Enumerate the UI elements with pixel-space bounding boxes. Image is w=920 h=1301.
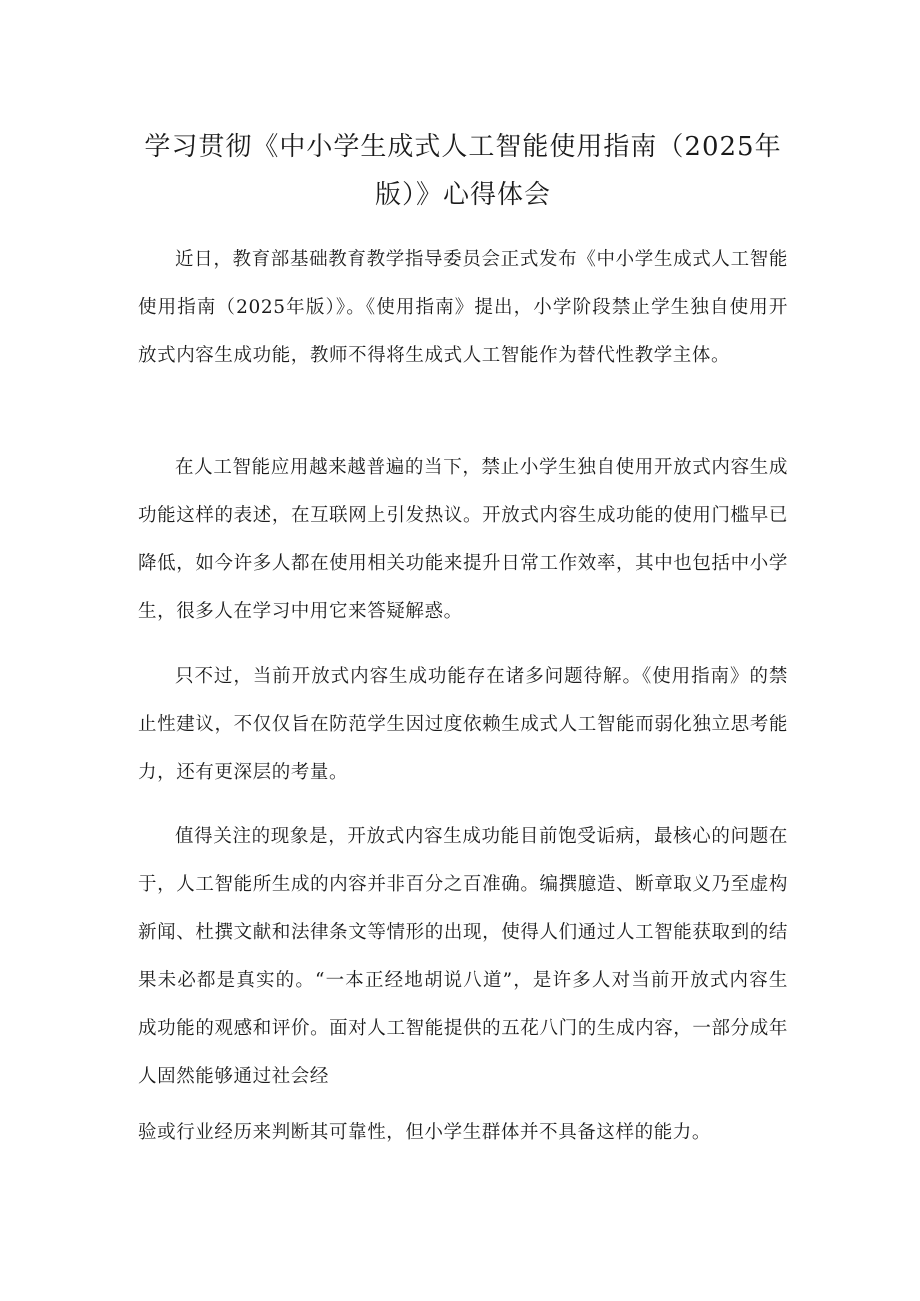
paragraph-5: 验或行业经历来判断其可靠性，但小学生群体并不具备这样的能力。 xyxy=(138,1122,712,1143)
paragraph-3: 只不过，当前开放式内容生成功能存在诸多问题待解。《使用指南》的禁止性建议，不仅仅旨在防范学生因过度依赖生成式人工智能而弱化独立思考能力，还有更深层的考量。 xyxy=(138,666,788,783)
document-title: 学习贯彻《中小学生成式人工智能使用指南（2025年版）》心得体会 xyxy=(144,132,782,210)
paragraph-4: 值得关注的现象是，开放式内容生成功能目前饱受诟病，最核心的问题在于，人工智能所生成的内容并非百分之百准确。编撰臆造、断章取义乃至虚构新闻、杜撰文献和法律条文等情形的出现，使得人们通过人工智能获取到的结果未必都是真实的。“一本正经地胡说八道”，是许多人对当前开放式内容生成功能的观感和评价。面对人工智能提供的五花八门的生成内容，一部分成年人固然能够通过社会经 xyxy=(138,826,788,1087)
paragraph-2: 在人工智能应用越来越普遍的当下，禁止小学生独自使用开放式内容生成功能这样的表述，在互联网上引发热议。开放式内容生成功能的使用门槛早已降低，如今许多人都在使用相关功能来提升日常工作效率，其中也包括中小学生，很多人在学习中用它来答疑解惑。 xyxy=(138,457,788,622)
paragraph-1: 近日，教育部基础教育教学指导委员会正式发布《中小学生成式人工智能使用指南（2025年版）》。《使用指南》提出，小学阶段禁止学生独自使用开放式内容生成功能，教师不得将生成式人工智能作为替代性教学主体。 xyxy=(138,249,788,366)
